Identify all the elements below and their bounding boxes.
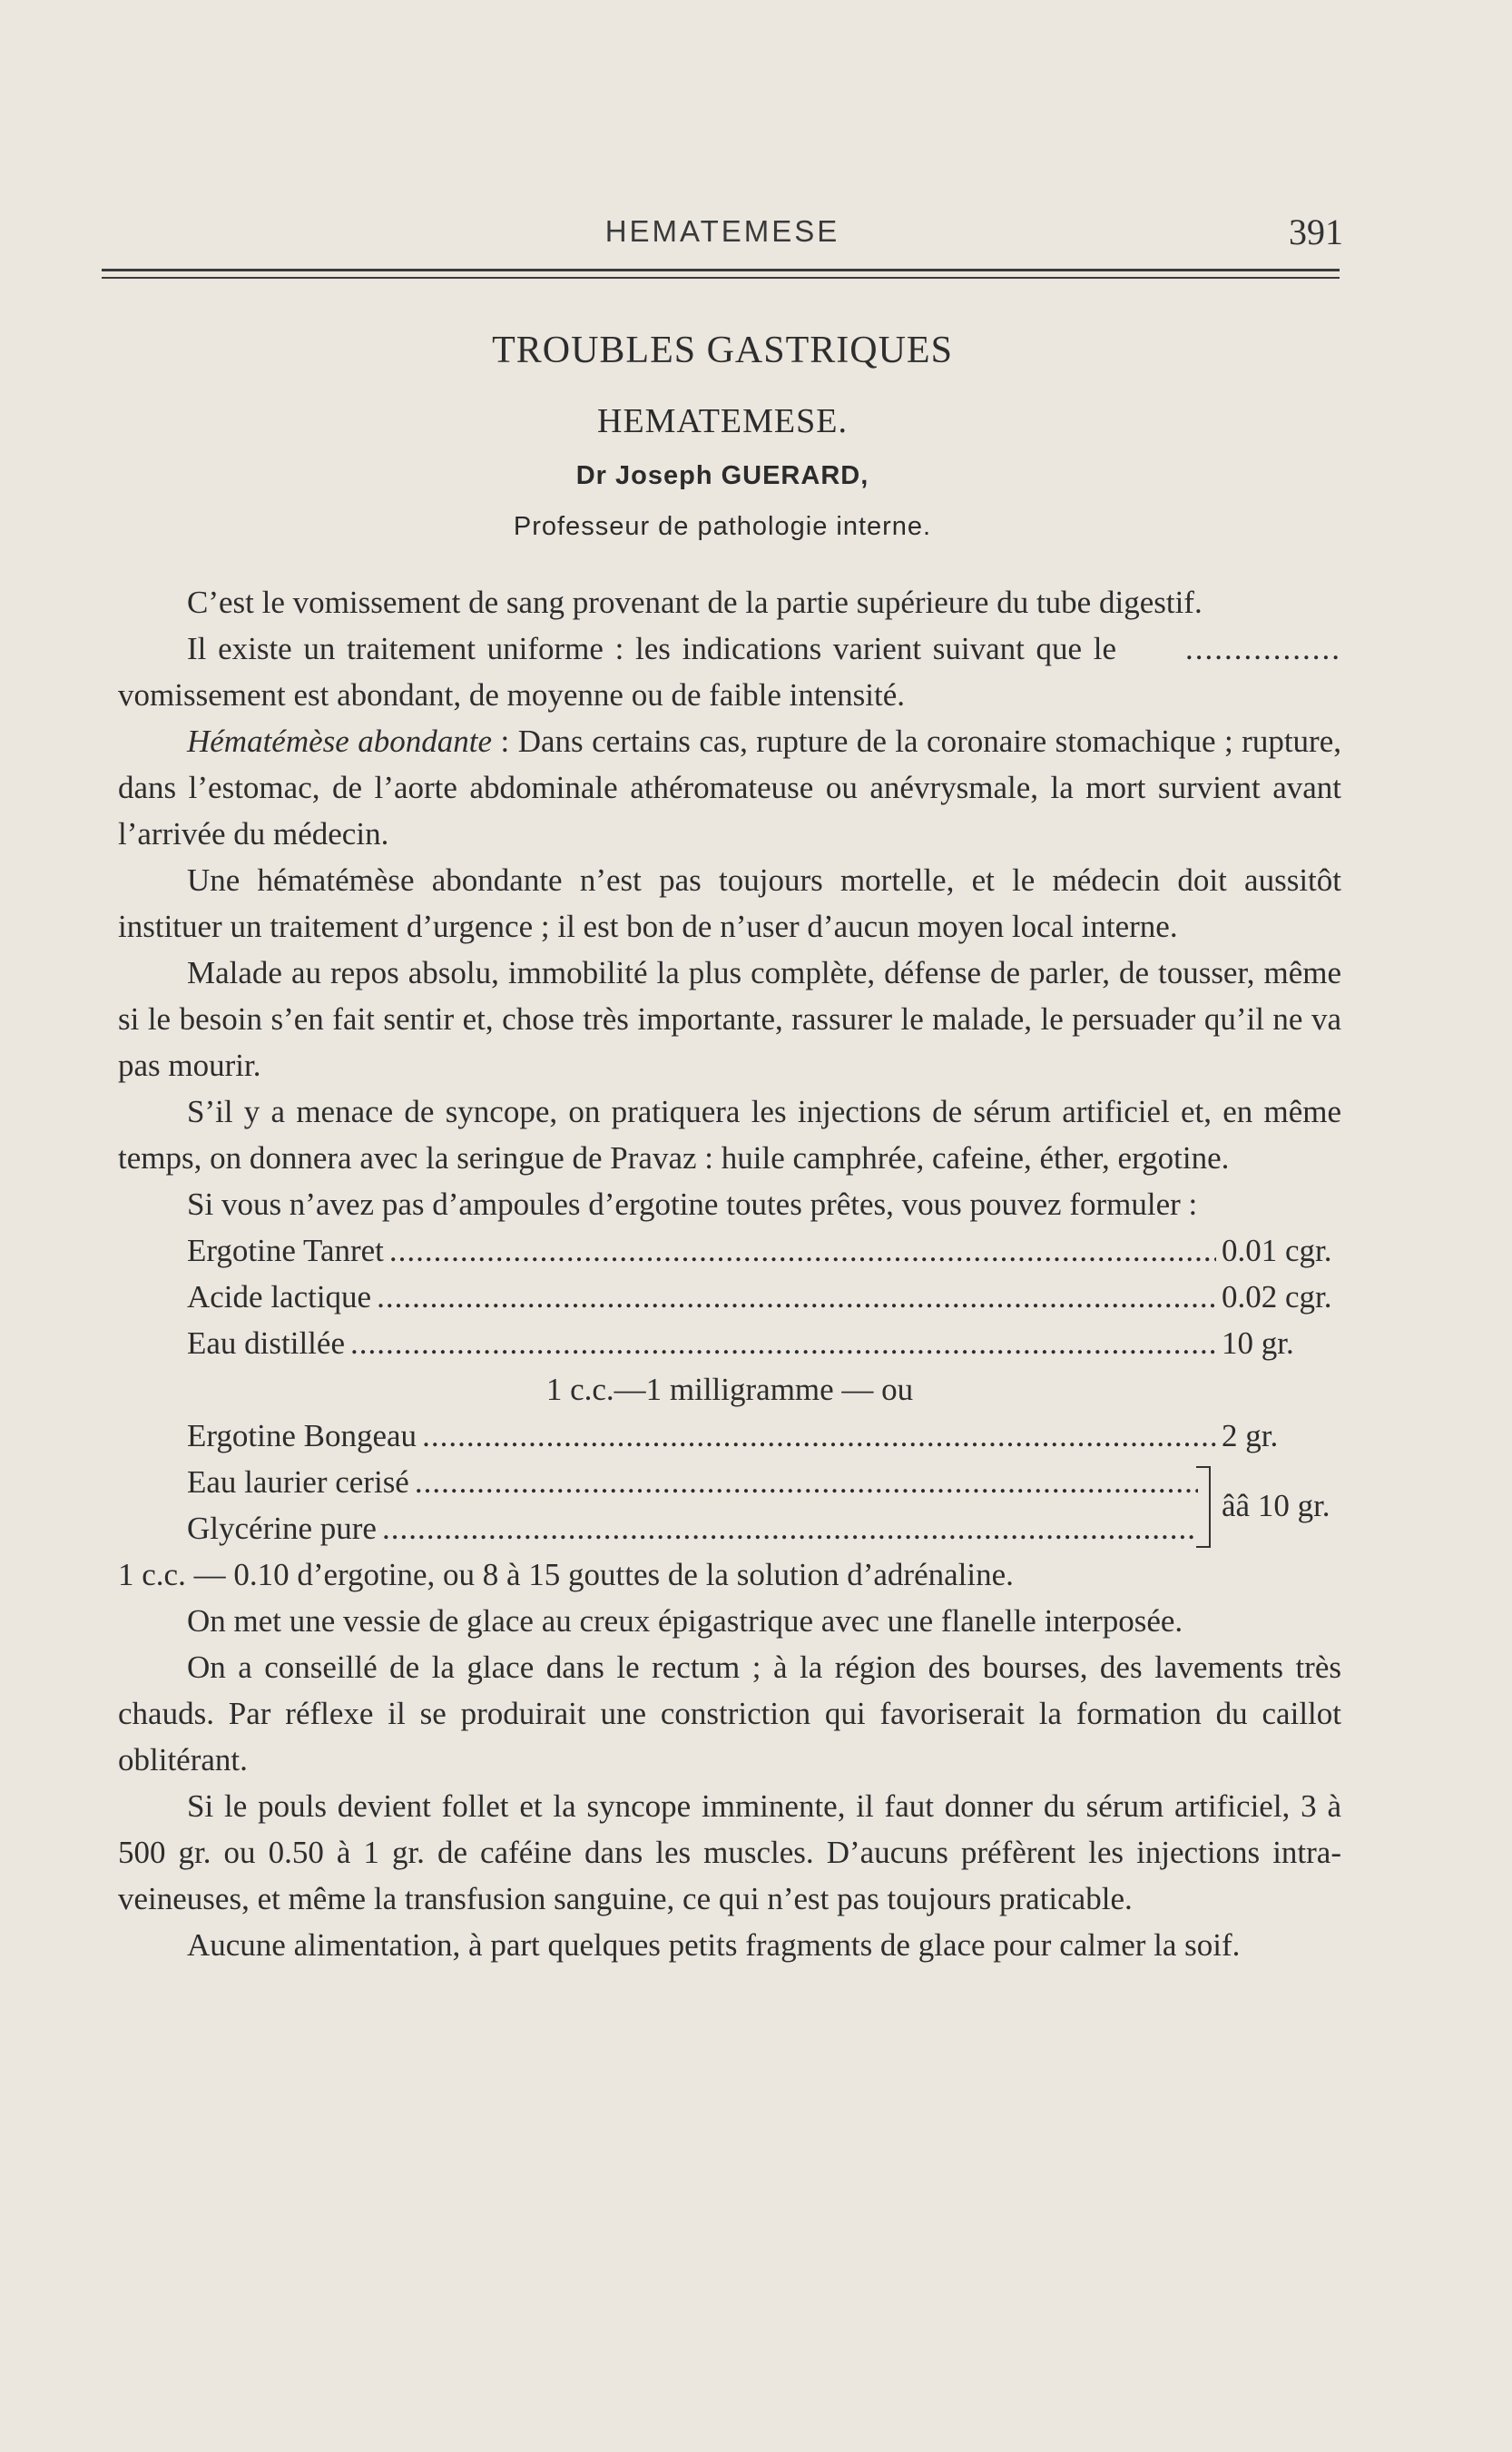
section-title: TROUBLES GASTRIQUES xyxy=(492,330,953,371)
ingredient-name: Glycérine pure xyxy=(187,1511,377,1546)
paragraph: Il existe un traitement uniforme : les indications varient suivant que le vomissement est abondant, de moyenne ou de faible intensité. xyxy=(118,631,1116,713)
ingredient-quantity: 0.02 cgr. xyxy=(1222,1279,1332,1315)
dotted-leader: ................ xyxy=(1185,631,1341,666)
author-affiliation: Professeur de pathologie interne. xyxy=(513,512,932,541)
formula-row xyxy=(187,1320,1367,1366)
paragraph: Si le pouls devient follet et la syncope imminente, il faut donner du sérum artificiel, 3 à 500 gr. ou 0.50 à 1 gr. de caféine dans les muscles. D’aucuns préfèrent les injections intra-veineuses, et même la transfusion sanguine, ce qui n’est pas toujours praticable. xyxy=(118,1788,1341,1916)
header-rule-top xyxy=(102,269,1340,271)
right-brace xyxy=(1196,1466,1211,1548)
header-rule-bottom xyxy=(102,277,1340,279)
ingredient-quantity: 10 gr. xyxy=(1222,1325,1294,1361)
dotted-leader xyxy=(377,1274,1216,1320)
formula-row xyxy=(187,1413,1367,1459)
paragraph xyxy=(118,718,1341,857)
paragraph-text: C’est le vomissement de sang provenant de la partie supérieure du tube digestif. xyxy=(187,585,1203,620)
italic-heading: Hématémèse abondante xyxy=(187,724,493,759)
paragraph-text: : Dans certains cas, rupture de la coronaire stomachique ; rupture, dans l’estomac, de l’aorte abdominale athéromateuse ou anévrysmale, la mort survient avant l’arrivée du médecin. xyxy=(118,724,1341,852)
ingredient-name: Acide lactique xyxy=(187,1279,372,1315)
author-name: Dr Joseph GUERARD, xyxy=(575,461,869,490)
dotted-leader xyxy=(415,1459,1198,1505)
formula-row xyxy=(187,1274,1367,1320)
dotted-leader xyxy=(389,1227,1216,1274)
formula-row xyxy=(187,1459,1203,1505)
dotted-leader xyxy=(422,1413,1216,1459)
dotted-leader xyxy=(350,1320,1216,1366)
paragraph: S’il y a menace de syncope, on pratiquera les injections de sérum artificiel et, en même temps, on donnera avec la seringue de Pravaz : huile camphrée, cafeine, éther, ergotine. xyxy=(118,1094,1341,1176)
running-title: HEMATEMESE xyxy=(604,214,840,248)
paragraph: On a conseillé de la glace dans le rectum ; à la région des bourses, des lavements très chauds. Par réflexe il se produirait une constriction qui favoriserait la formation du caillot oblitérant. xyxy=(118,1649,1341,1777)
dotted-leader xyxy=(382,1505,1198,1551)
paragraph xyxy=(118,579,1341,666)
formula-1 xyxy=(118,1227,1341,1551)
paragraph: On met une vessie de glace au creux épigastrique avec une flanelle interposée. xyxy=(187,1603,1183,1639)
braced-ingredients xyxy=(187,1459,1367,1551)
ingredient-name: Ergotine Bongeau xyxy=(187,1418,417,1453)
ingredient-name: Ergotine Tanret xyxy=(187,1233,384,1268)
paragraph: Si vous n’avez pas d’ampoules d’ergotine toutes prêtes, vous pouvez formuler : xyxy=(187,1187,1198,1222)
ingredient-name: Eau laurier cerisé xyxy=(187,1464,409,1500)
ingredient-quantity: 0.01 cgr. xyxy=(1222,1233,1332,1268)
braced-quantity: ââ 10 gr. xyxy=(1222,1488,1330,1523)
paragraph: Malade au repos absolu, immobilité la plus complète, défense de parler, de tousser, même si le besoin s’en fait sentir et, chose très importante, rassurer le malade, le persuader qu’il ne va pas mourir. xyxy=(118,955,1341,1083)
ingredient-quantity: 2 gr. xyxy=(1222,1418,1279,1453)
page-header xyxy=(102,207,1343,261)
article-body xyxy=(118,579,1341,1968)
formula-row xyxy=(187,1227,1367,1274)
page-number: 391 xyxy=(1289,212,1343,252)
paragraph: Aucune alimentation, à part quelques petits fragments de glace pour calmer la soif. xyxy=(187,1927,1241,1963)
formula-row xyxy=(187,1505,1203,1551)
paragraph: 1 c.c. — 0.10 d’ergotine, ou 8 à 15 gouttes de la solution d’adrénaline. xyxy=(118,1557,1014,1592)
paragraph: Une hématémèse abondante n’est pas toujours mortelle, et le médecin doit aussitôt instituer un traitement d’urgence ; il est bon de n’user d’aucun moyen local interne. xyxy=(118,862,1341,944)
article-title: HEMATEMESE. xyxy=(597,402,848,440)
ingredient-name: Eau distillée xyxy=(187,1325,345,1361)
formula-note: 1 c.c.—1 milligramme — ou xyxy=(545,1372,914,1407)
